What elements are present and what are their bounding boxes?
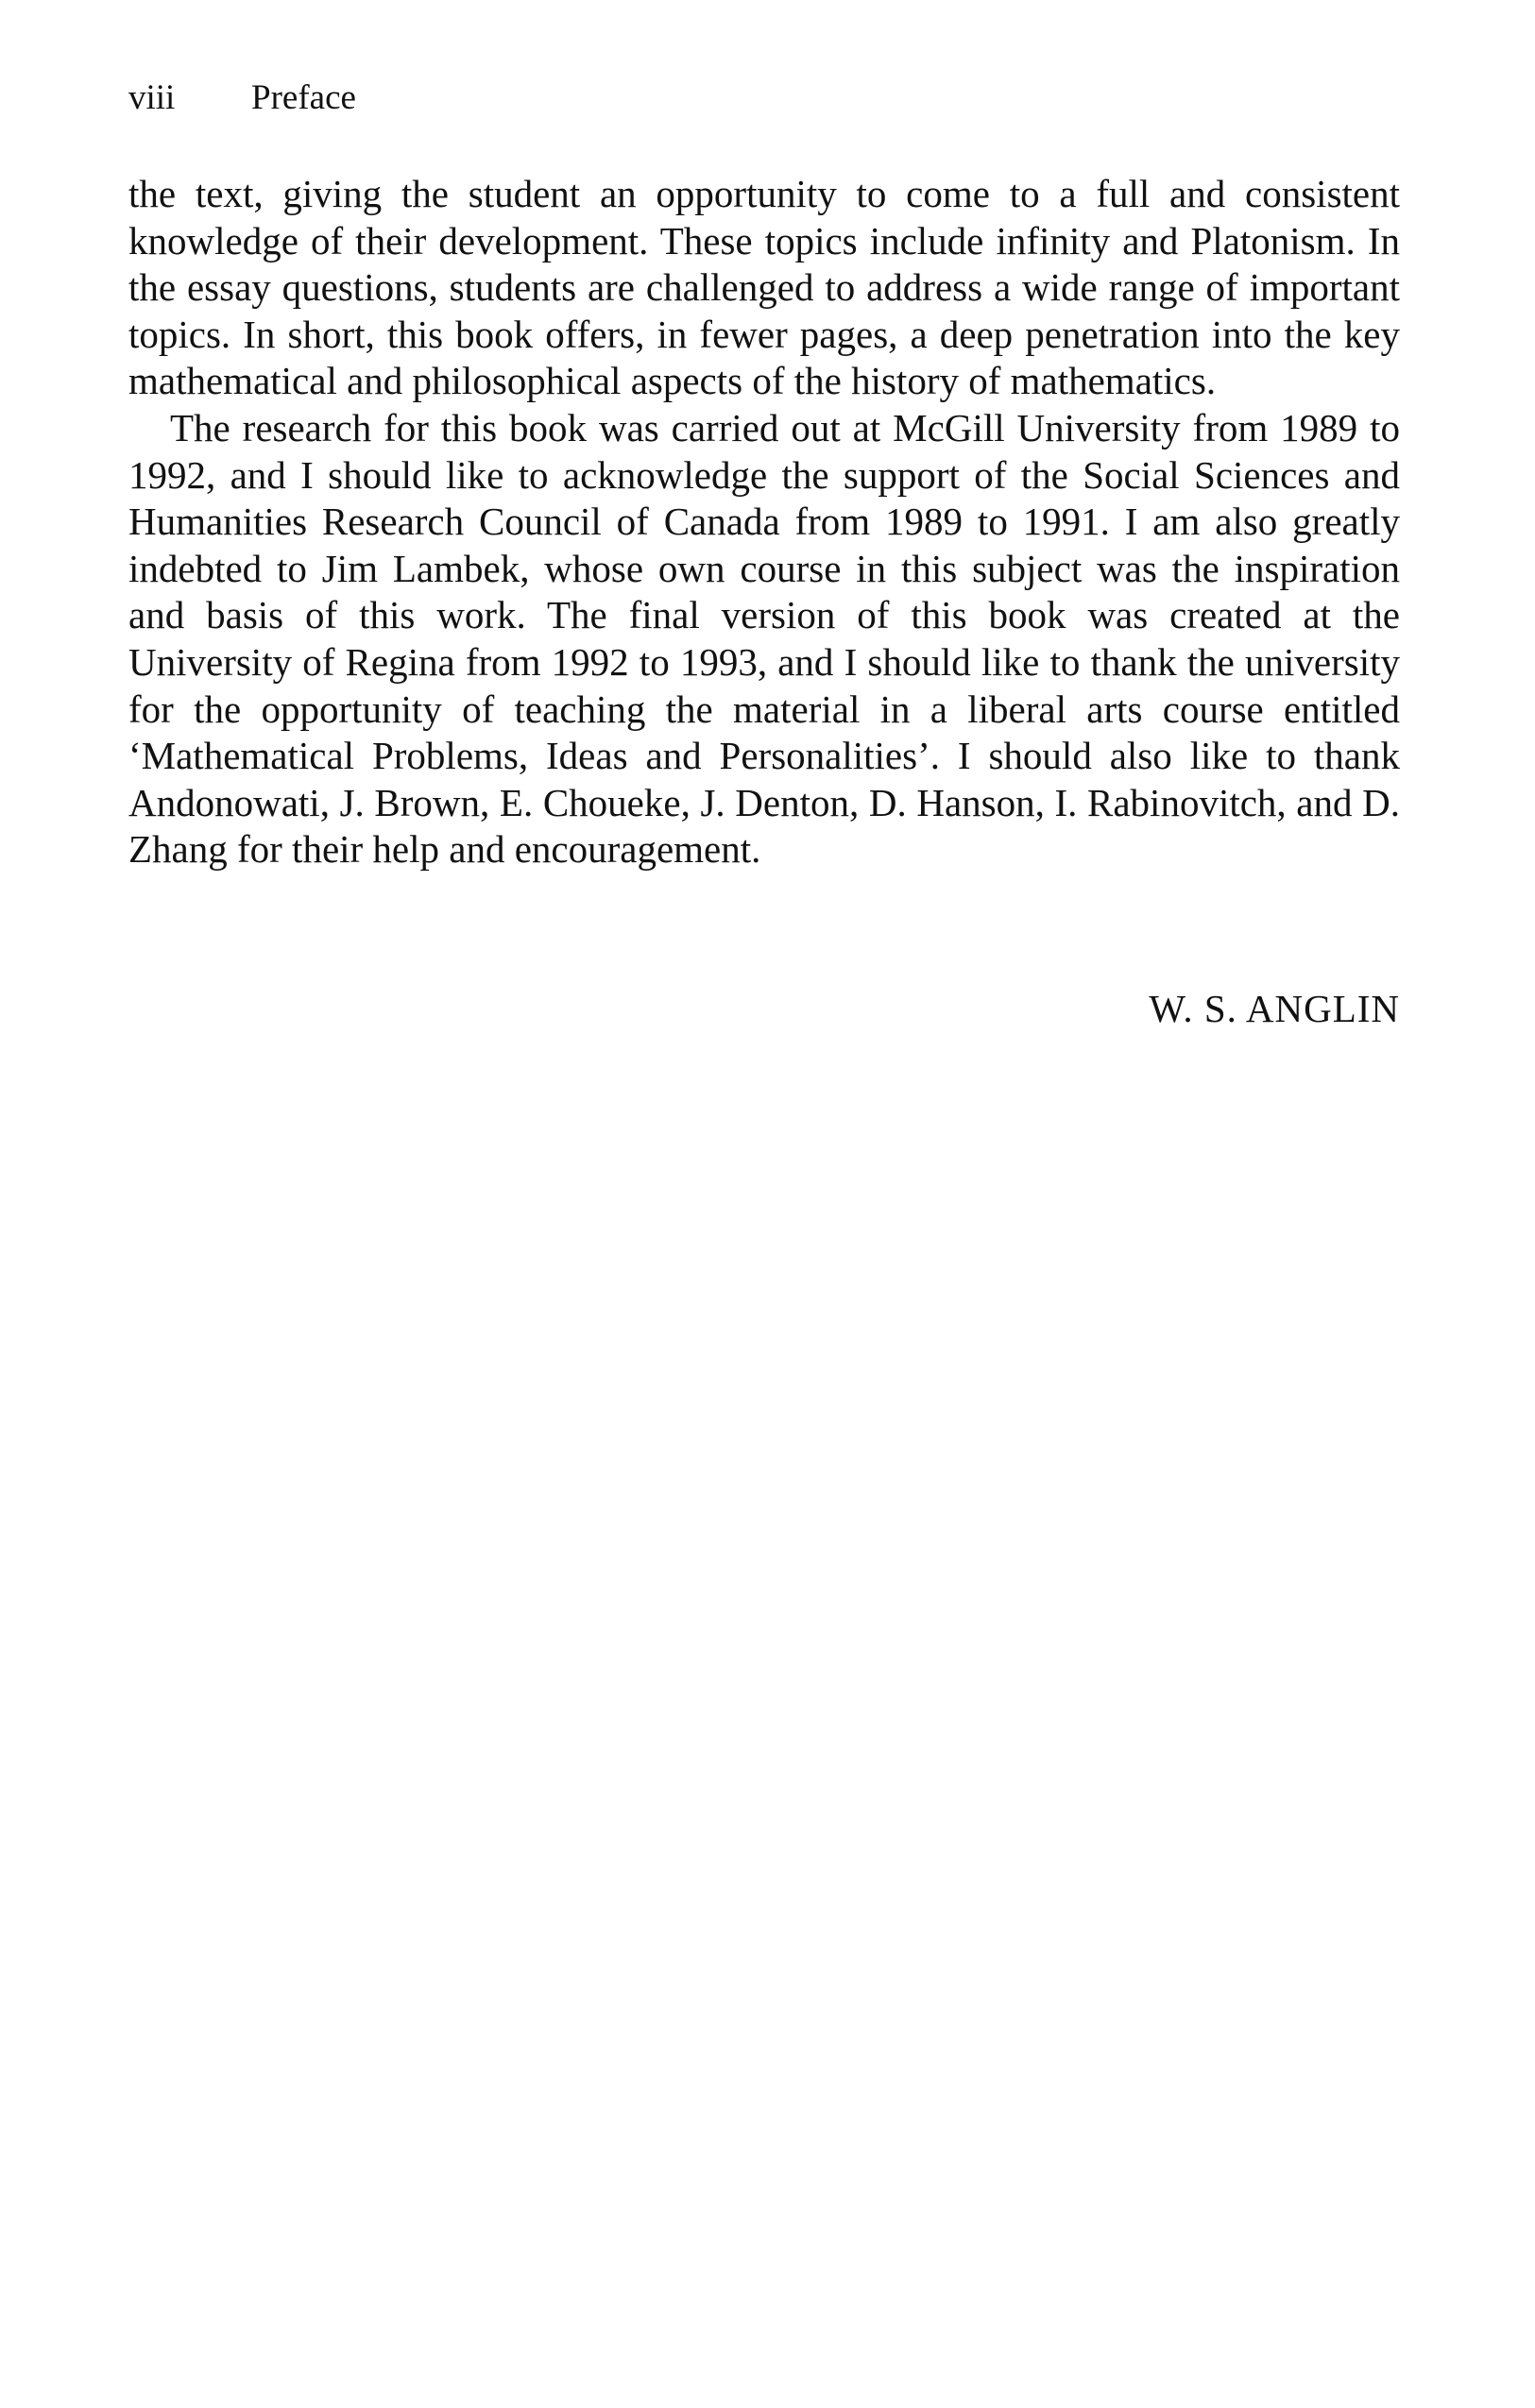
section-title: Preface <box>251 78 356 117</box>
page-number: viii <box>128 78 176 117</box>
paragraph-acknowledgements: The research for this book was carried out at McGill University from 1989 to 1992, and I should like to acknowledge the support of the Social Sciences and Humanities Research Council of Canada from 1989 to 1991. I am also greatly indebted to Jim Lambek, whose own course in this subject was the inspiration and basis of this work. The final version of this book was created at the University of Regina from 1992 to 1993, and I should like to thank the university for the opportunity of teaching the material in a liberal arts course entitled ‘Mathematical Problems, Ideas and Personalities’. I should also like to thank Andonowati, J. Brown, E. Choueke, J. Denton, D. Hanson, I. Rabinovitch, and D. Zhang for their help and encouragement. <box>128 405 1400 872</box>
preface-body <box>128 171 1400 873</box>
paragraph-continued: the text, giving the student an opportunity to come to a full and consistent knowledge of their development. These topics include infinity and Platonism. In the essay questions, students are challenged to address a wide range of important topics. In short, this book offers, in fewer pages, a deep penetration into the key mathematical and philosophical aspects of the history of mathematics. <box>128 172 1400 403</box>
running-head <box>128 77 356 119</box>
author-signature: W. S. ANGLIN <box>1149 987 1400 1030</box>
